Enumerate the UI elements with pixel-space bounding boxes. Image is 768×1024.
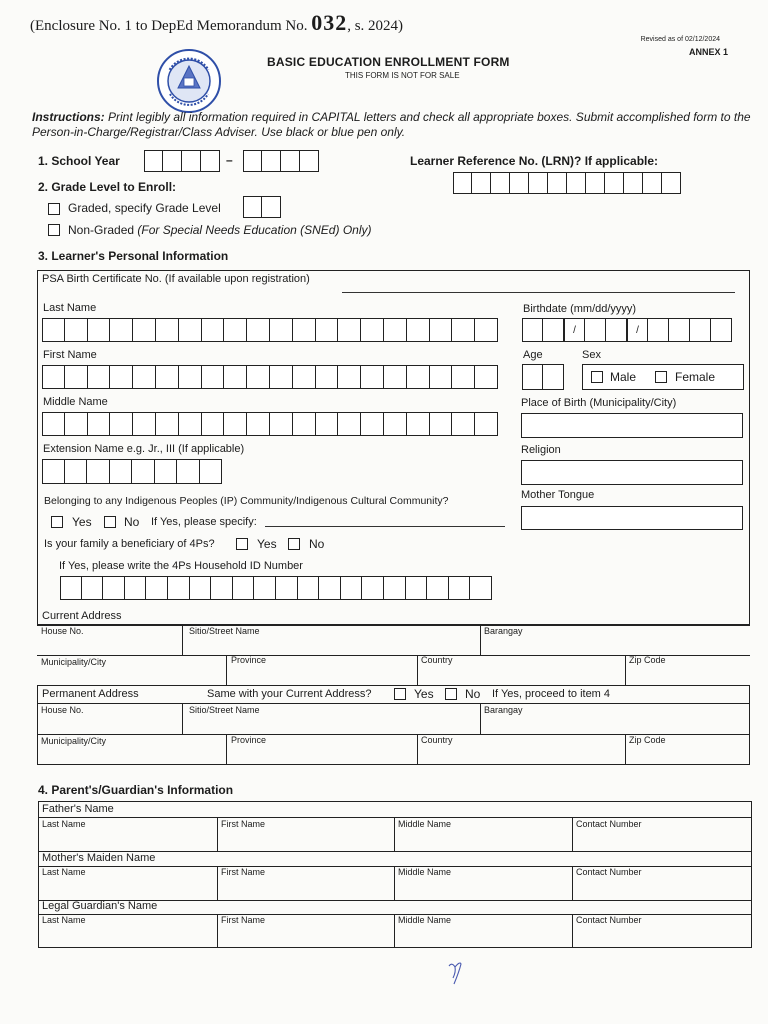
middle-name-label: Middle Name xyxy=(43,396,108,408)
sex-label: Sex xyxy=(582,349,601,361)
religion-input[interactable] xyxy=(521,460,743,485)
ip-no-label: No xyxy=(124,515,140,529)
fourps-no-checkbox[interactable] xyxy=(288,538,300,550)
permanent-divider-2 xyxy=(480,703,481,734)
fourps-yes-checkbox[interactable] xyxy=(236,538,248,550)
school-year-start-input[interactable] xyxy=(144,150,220,172)
graded-checkbox[interactable] xyxy=(48,203,60,215)
first-name-input[interactable] xyxy=(42,365,498,389)
current-municipality-label: Municipality/City xyxy=(41,657,107,667)
guardian-middle-name-label: Middle Name xyxy=(398,915,452,925)
parent-info-frame xyxy=(38,801,752,948)
school-year-dash: – xyxy=(226,153,233,167)
parent-info-label: 4. Parent's/Guardian's Information xyxy=(38,783,234,797)
father-last-name-label: Last Name xyxy=(42,819,86,829)
male-label: Male xyxy=(610,370,637,384)
current-address-label: Current Address xyxy=(42,610,122,622)
age-input[interactable] xyxy=(522,364,564,390)
permanent-divider-4 xyxy=(417,734,418,765)
instructions-label: Instructions: xyxy=(32,110,105,124)
fourps-question: Is your family a beneficiary of 4Ps? xyxy=(44,538,215,550)
non-graded-label xyxy=(68,223,371,237)
mother-tongue-input[interactable] xyxy=(521,506,743,530)
guardian-divider-2 xyxy=(394,914,395,948)
memo-number: 032 xyxy=(311,10,348,35)
handwritten-mark-icon xyxy=(446,958,464,986)
school-year-label: 1. School Year xyxy=(38,154,120,168)
guardian-divider-1 xyxy=(217,914,218,948)
same-address-yes-label: Yes xyxy=(414,687,434,701)
current-divider-4 xyxy=(417,655,418,685)
revised-date: Revised as of 02/12/2024 xyxy=(640,36,720,43)
extension-name-input[interactable] xyxy=(42,459,222,484)
ip-specify-input[interactable] xyxy=(265,526,505,527)
father-divider-1 xyxy=(217,817,218,851)
birthdate-slash-2: / xyxy=(627,318,648,342)
father-first-name-label: First Name xyxy=(221,819,266,829)
current-sitio-label: Sitio/Street Name xyxy=(189,626,260,636)
age-label: Age xyxy=(523,349,543,361)
fourps-id-label: If Yes, please write the 4Ps Household ID Number xyxy=(59,560,303,572)
guardian-contact-label: Contact Number xyxy=(576,915,642,925)
annex-label: ANNEX 1 xyxy=(688,47,728,57)
enclosure-prefix: (Enclosure No. 1 to DepEd Memorandum No. xyxy=(30,18,308,34)
permanent-house-no-label: House No. xyxy=(41,705,84,715)
learner-info-label: 3. Learner's Personal Information xyxy=(38,249,229,263)
permanent-divider-5 xyxy=(625,734,626,765)
ip-no-checkbox[interactable] xyxy=(104,516,116,528)
permanent-address-label: Permanent Address xyxy=(42,688,139,700)
ip-yes-checkbox[interactable] xyxy=(51,516,63,528)
mother-divider-3 xyxy=(572,866,573,900)
grade-level-input[interactable] xyxy=(243,196,281,218)
current-province-label: Province xyxy=(231,655,267,665)
instructions xyxy=(32,110,752,140)
psa-label: PSA Birth Certificate No. (If available upon registration) xyxy=(42,273,310,285)
guardian-divider-3 xyxy=(572,914,573,948)
permanent-sitio-label: Sitio/Street Name xyxy=(189,705,260,715)
non-graded-note: (For Special Needs Education (SNEd) Only) xyxy=(137,223,372,237)
current-house-no-label: House No. xyxy=(41,626,84,636)
birthdate-input[interactable] xyxy=(522,318,732,342)
permanent-divider-1 xyxy=(182,703,183,734)
fourps-id-input[interactable] xyxy=(60,576,492,600)
mother-tongue-label: Mother Tongue xyxy=(521,489,595,501)
enclosure-suffix: , s. 2024) xyxy=(347,18,404,34)
place-of-birth-input[interactable] xyxy=(521,413,743,438)
current-barangay-label: Barangay xyxy=(484,626,523,636)
permanent-municipality-label: Municipality/City xyxy=(41,736,107,746)
father-name-label: Father's Name xyxy=(42,803,114,815)
last-name-label: Last Name xyxy=(43,302,97,314)
fourps-yes-label: Yes xyxy=(257,537,277,551)
mother-divider-2 xyxy=(394,866,395,900)
permanent-country-label: Country xyxy=(421,735,453,745)
same-address-no-checkbox[interactable] xyxy=(445,688,457,700)
permanent-address-top-line xyxy=(37,703,750,704)
non-graded-checkbox[interactable] xyxy=(48,224,60,236)
guardian-line xyxy=(38,914,752,915)
guardian-first-name-label: First Name xyxy=(221,915,266,925)
lrn-label: Learner Reference No. (LRN)? If applicable: xyxy=(410,154,659,168)
same-address-question: Same with your Current Address? xyxy=(207,688,372,700)
last-name-input[interactable] xyxy=(42,318,498,342)
father-contact-label: Contact Number xyxy=(576,819,642,829)
mother-last-name-label: Last Name xyxy=(42,867,86,877)
female-label: Female xyxy=(675,370,716,384)
permanent-province-label: Province xyxy=(231,735,267,745)
enclosure-note xyxy=(30,10,403,36)
ip-specify-label: If Yes, please specify: xyxy=(151,516,257,528)
non-graded-text: Non-Graded xyxy=(68,223,135,237)
guardian-last-name-label: Last Name xyxy=(42,915,86,925)
current-country-label: Country xyxy=(421,655,453,665)
form-title: BASIC EDUCATION ENROLLMENT FORM xyxy=(267,55,510,69)
psa-input[interactable] xyxy=(342,292,735,293)
birthdate-slash-1: / xyxy=(564,318,585,342)
lrn-input[interactable] xyxy=(453,172,681,194)
current-divider-3 xyxy=(226,655,227,685)
mother-first-name-label: First Name xyxy=(221,867,266,877)
current-divider-5 xyxy=(625,655,626,685)
same-address-no-label: No xyxy=(465,687,481,701)
school-year-end-input[interactable] xyxy=(243,150,319,172)
father-line xyxy=(38,817,752,818)
mother-middle-name-label: Middle Name xyxy=(398,867,452,877)
mother-line xyxy=(38,866,752,867)
mother-contact-label: Contact Number xyxy=(576,867,642,877)
proceed-note: If Yes, proceed to item 4 xyxy=(492,688,611,700)
first-name-label: First Name xyxy=(43,349,97,361)
form-subtitle: THIS FORM IS NOT FOR SALE xyxy=(345,71,460,80)
place-of-birth-label: Place of Birth (Municipality/City) xyxy=(521,397,677,409)
ip-question: Belonging to any Indigenous Peoples (IP) Community/Indigenous Cultural Community? xyxy=(44,495,449,507)
mother-name-label: Mother's Maiden Name xyxy=(42,852,156,864)
ip-yes-label: Yes xyxy=(72,515,92,529)
guardian-name-label: Legal Guardian's Name xyxy=(42,900,158,912)
permanent-divider-3 xyxy=(226,734,227,765)
current-divider-2 xyxy=(480,624,481,655)
current-zip-label: Zip Code xyxy=(629,655,666,665)
same-address-yes-checkbox[interactable] xyxy=(394,688,406,700)
current-divider-1 xyxy=(182,624,183,655)
religion-label: Religion xyxy=(521,444,561,456)
father-divider-2 xyxy=(394,817,395,851)
permanent-barangay-label: Barangay xyxy=(484,705,523,715)
female-checkbox[interactable] xyxy=(655,371,667,383)
instructions-text: Print legibly all information required in CAPITAL letters and check all appropriate boxes. Submit accomplished form to the Person-in-Charge/Registrar/Class Adviser. Use black or blue pen only. xyxy=(32,110,751,139)
deped-seal-logo xyxy=(156,48,222,114)
fourps-no-label: No xyxy=(309,537,325,551)
birthdate-label: Birthdate (mm/dd/yyyy) xyxy=(523,303,637,315)
graded-label: Graded, specify Grade Level xyxy=(68,201,221,215)
male-checkbox[interactable] xyxy=(591,371,603,383)
mother-divider-1 xyxy=(217,866,218,900)
father-middle-name-label: Middle Name xyxy=(398,819,452,829)
current-address-top-line xyxy=(37,624,750,625)
grade-level-label: 2. Grade Level to Enroll: xyxy=(38,180,177,194)
extension-name-label: Extension Name e.g. Jr., III (If applicable) xyxy=(43,443,245,455)
middle-name-input[interactable] xyxy=(42,412,498,436)
father-divider-3 xyxy=(572,817,573,851)
permanent-zip-label: Zip Code xyxy=(629,735,666,745)
